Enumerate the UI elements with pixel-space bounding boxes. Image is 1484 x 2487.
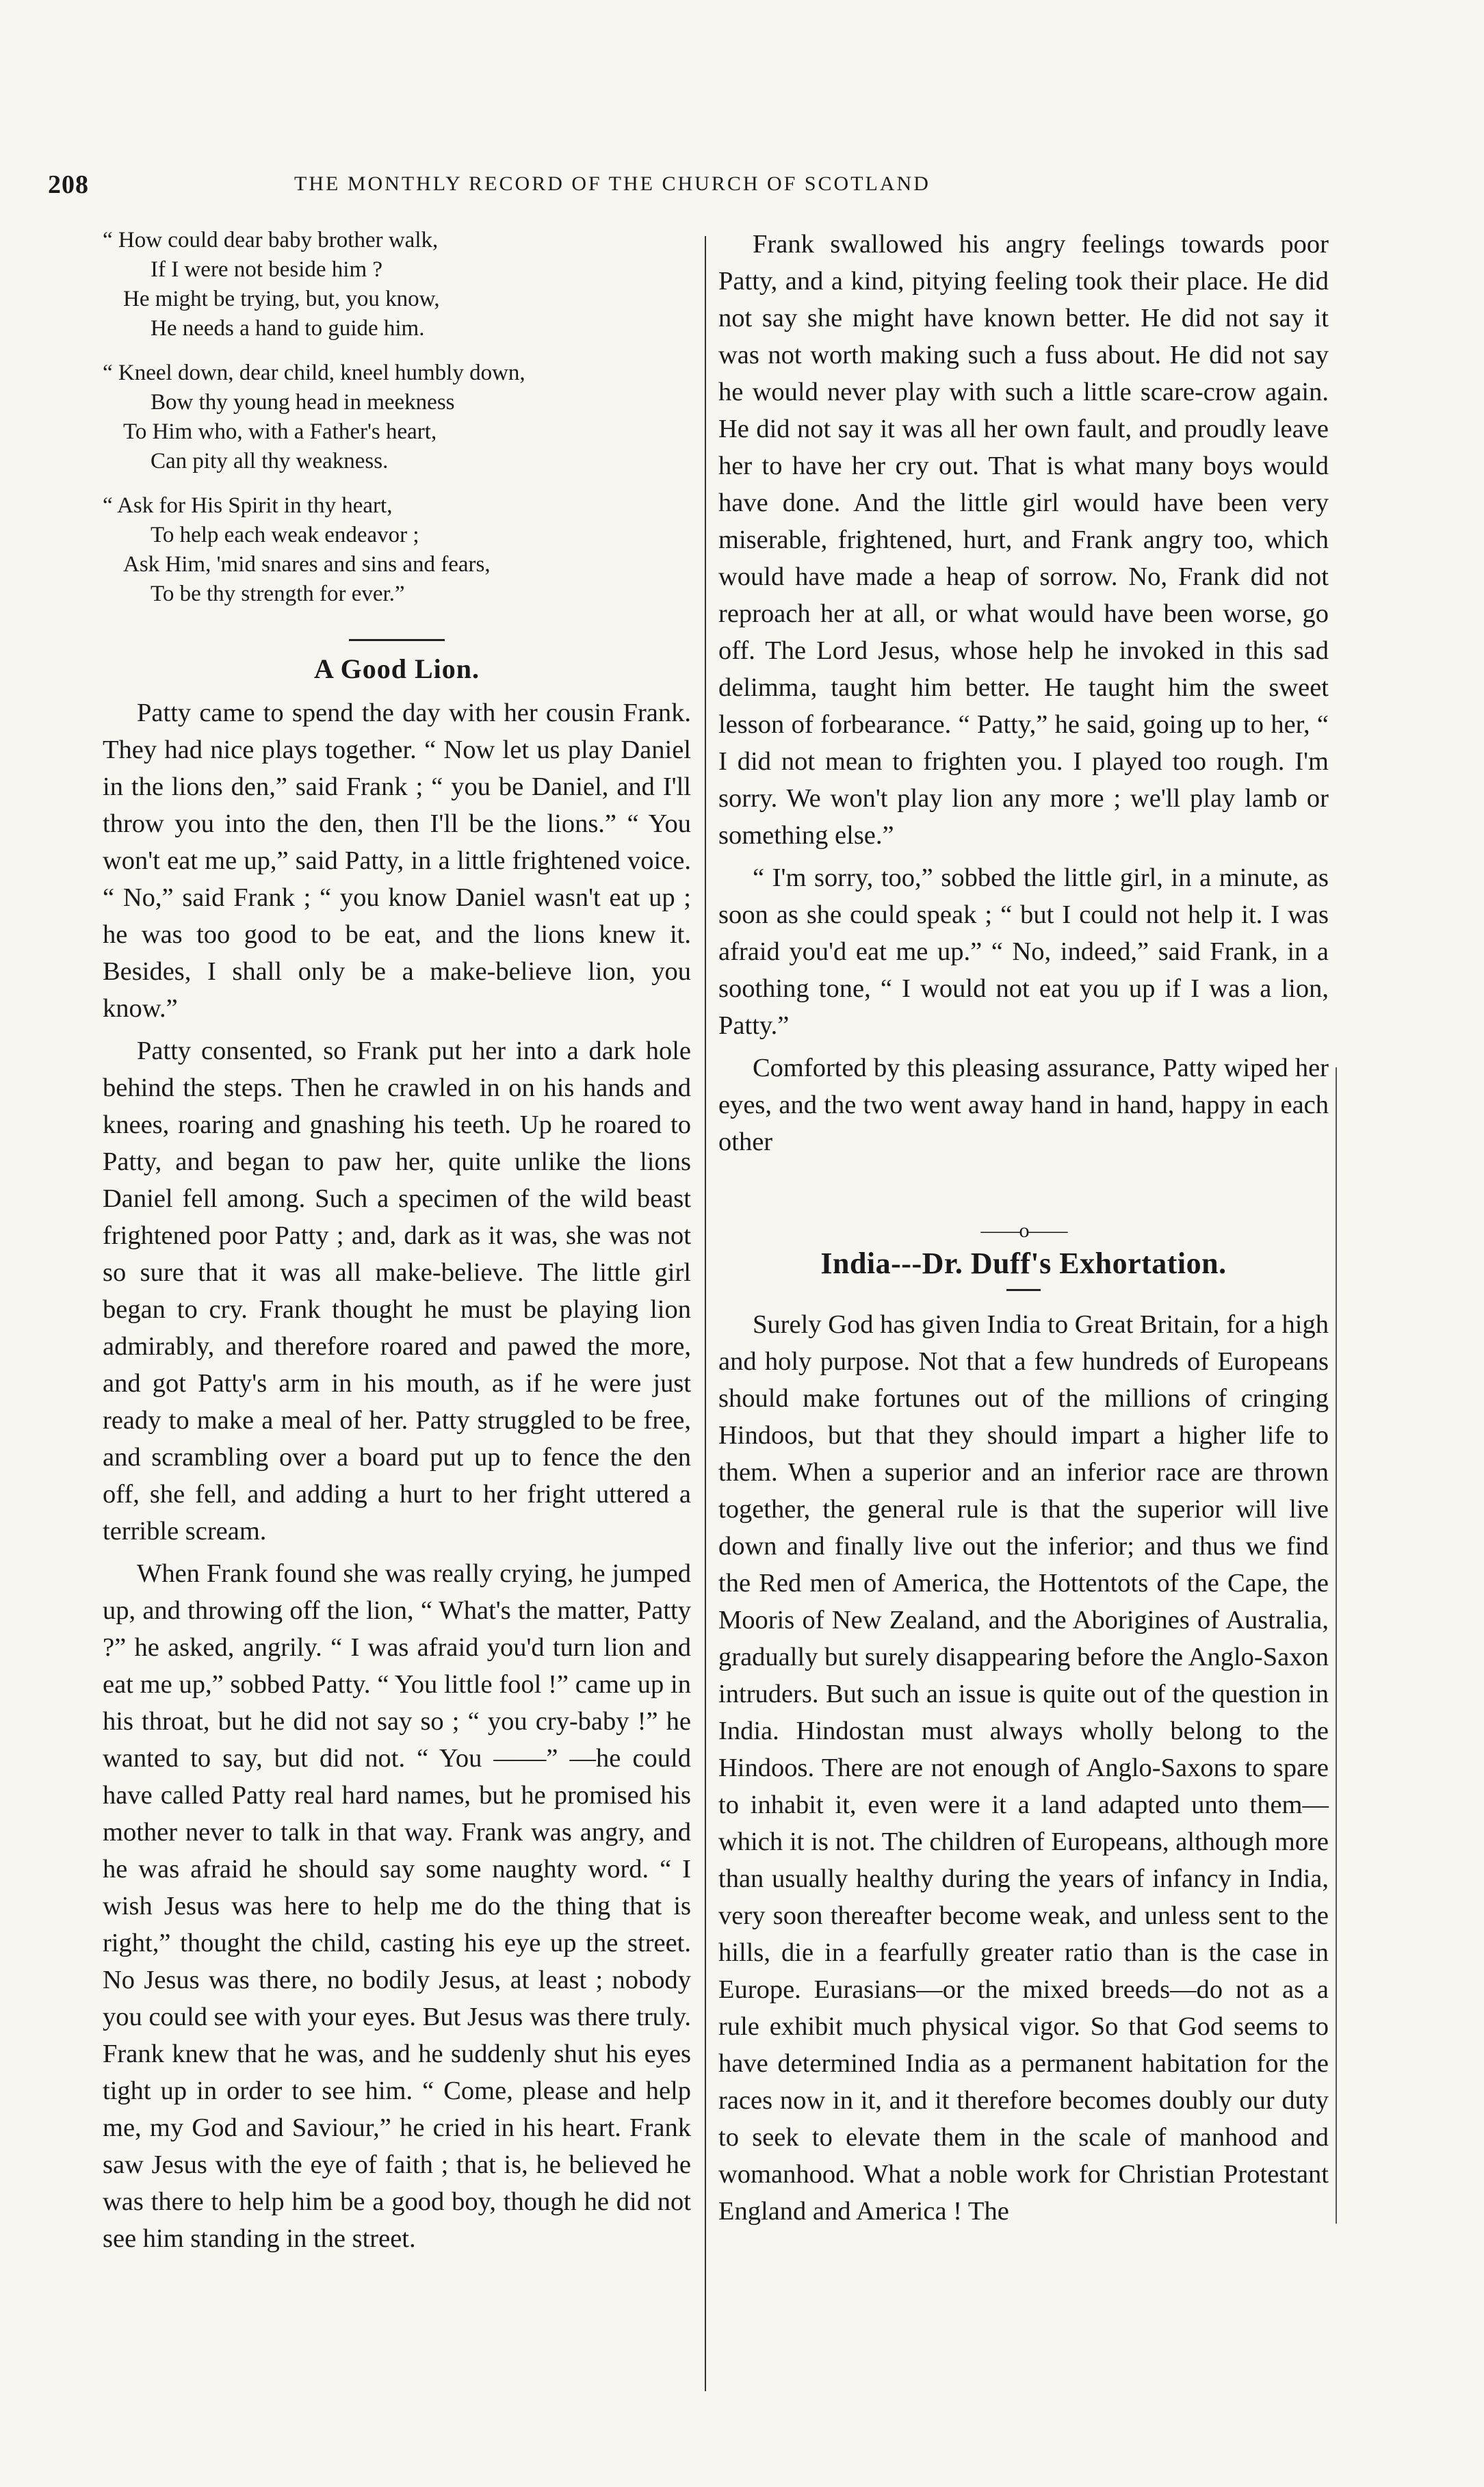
paragraph: Patty came to spend the day with her cousin Frank. They had nice plays together. “ Now let us play Daniel in the lions den,” said Frank ; “ you be Daniel, and I'll throw you into the den, then I'll be the lions.” “ You won't eat me up,” said Patty, in a little frightened voice. “ No,” said Frank ; “ you know Daniel wasn't eat up ; he was too good to be eat, and the lions knew it. Besides, I shall only be a make-believe lion, you know.” [103,699,691,1023]
right-column [718,226,1329,2235]
paragraph: “ I'm sorry, too,” sobbed the little girl, in a minute, as soon as she could speak ; “ but I could not help it. I was afraid you'd eat me up.” “ No, indeed,” said Frank, in a soothing tone, “ I would not eat you up if I was a lion, Patty.” [718,863,1329,1040]
paragraph: Frank swallowed his angry feelings towards poor Patty, and a kind, pitying feeling took their place. He did not say she might have known better. He did not say it was not worth making such a fuss about. He did not say he would never play with such a little scare-crow again. He did not say it was all her own fault, and proudly leave her to have her cry out. That is what many boys would have done. And the little girl would have been very miserable, frightened, hurt, and Frank angry too, which would have made a heap of sorrow. No, Frank did not reproach her at all, or what would have been worse, go off. The Lord Jesus, whose help he invoked in this sad delimma, taught him better. He taught him the sweet lesson of forbearance. “ Patty,” he said, going up to her, “ I did not mean to frighten you. I played too rough. I'm sorry. We won't play lion any more ; we'll play lamb or something else.” [718,230,1329,850]
poem-line: To help each weak endeavor ; [151,523,419,547]
margin-rule [1336,1067,1337,2224]
poem-stanza [103,359,691,476]
page-header [48,170,1149,197]
section-divider [349,639,445,641]
poem-line: “ Kneel down, dear child, kneel humbly down, [103,361,525,385]
title-dash [1006,1289,1041,1291]
poem-line: Bow thy young head in meekness [151,390,455,415]
poem-line: Can pity all thy weakness. [151,449,389,473]
article-title: India---Dr. Duff's Exhortation. [820,1247,1227,1280]
section-ornament: ——o—— [980,1219,1067,1242]
paragraph: When Frank found she was really crying, he jumped up, and throwing off the lion, “ What's the matter, Patty ?” he asked, angrily. “ I was afraid you'd turn lion and eat me up,” sobbed Patty. “ You little fool !” came up in his throat, but he did not say so ; “ you cry-baby !” he wanted to say, but did not. “ You ——” —he could have called Patty real hard names, but he promised his mother never to talk in that way. Frank was angry, and he was afraid he should say some naughty word. “ I wish Jesus was here to help me do the thing that is right,” thought the child, casting his eye up the street. No Jesus was there, no bodily Jesus, at least ; nobody you could see with your eyes. But Jesus was there truly. Frank knew that he was, and he suddenly shut his eyes tight up in order to see him. “ Come, please and help me, my God and Saviour,” he cried in his heart. Frank saw Jesus with the eye of faith ; that is, he believed he was there to help him be a good boy, though he did not see him standing in the street. [103,1559,691,2253]
poem-line: “ Ask for His Spirit in thy heart, [103,493,393,518]
spacer [718,1166,1329,1200]
paragraph: Comforted by this pleasing assurance, Patty wiped her eyes, and the two went away hand in hand, happy in each other [718,1054,1329,1156]
poem-line: “ How could dear baby brother walk, [103,228,439,252]
poem-line: To be thy strength for ever.” [151,582,405,606]
running-head: THE MONTHLY RECORD OF THE CHURCH OF SCOTLAND [294,172,930,195]
poem-line: To Him who, with a Father's heart, [123,419,437,444]
paragraph: Surely God has given India to Great Britain, for a high and holy purpose. Not that a few hundreds of Europeans should make fortunes out of the millions of cringing Hindoos, but that they should impart a higher life to them. When a superior and an inferior race are thrown together, the general rule is that the superior will live down and finally live out the inferior; and thus we find the Red men of America, the Hottentots of the Cape, the Mooris of New Zealand, and the Aborigines of Australia, gradually but surely disappearing before the Anglo-Saxon intruders. But such an issue is quite out of the question in India. Hindostan must always wholly belong to the Hindoos. There are not enough of Anglo-Saxons to spare to inhabit it, even were it a land adapted unto them—which it is not. The children of Europeans, although more than usually healthy during the years of infancy in India, very soon thereafter become weak, and unless sent to the hills, die in a fearfully greater ratio than is the case in Europe. Eurasians—or the mixed breeds—do not as a rule exhibit much physical vigor. So that God seems to have determined India as a permanent habitation for the races now in it, and it therefore becomes doubly our duty to seek to elevate them in the scale of manhood and womanhood. What a noble work for Christian Protestant England and America ! The [718,1310,1329,2226]
column-rule [705,236,706,2391]
poem-stanza [103,226,691,343]
paragraph: Patty consented, so Frank put her into a dark hole behind the steps. Then he crawled in on his hands and knees, roaring and gnashing his teeth. Up he roared to Patty, and began to paw her, quite unlike the lions Daniel fell among. Such a specimen of the wild beast frightened poor Patty ; and, dark as it was, she was not so sure that it was all make-believe. The little girl began to cry. Frank thought he must be playing lion admirably, and therefore roared and pawed the more, and got Patty's arm in his mouth, as if he were just ready to make a meal of her. Patty struggled to be free, and scrambling over a board put up to fence the den off, she fell, and adding a hurt to her fright uttered a terrible scream. [103,1037,691,1546]
page-number: 208 [48,170,89,199]
poem-line: If I were not beside him ? [151,257,383,282]
poem-line: He might be trying, but, you know, [123,287,440,311]
article-title: A Good Lion. [313,653,480,684]
poem-line: Ask Him, 'mid snares and sins and fears, [123,552,491,577]
poem-stanza [103,491,691,609]
left-column [103,226,691,2263]
poem-line: He needs a hand to guide him. [151,316,425,341]
